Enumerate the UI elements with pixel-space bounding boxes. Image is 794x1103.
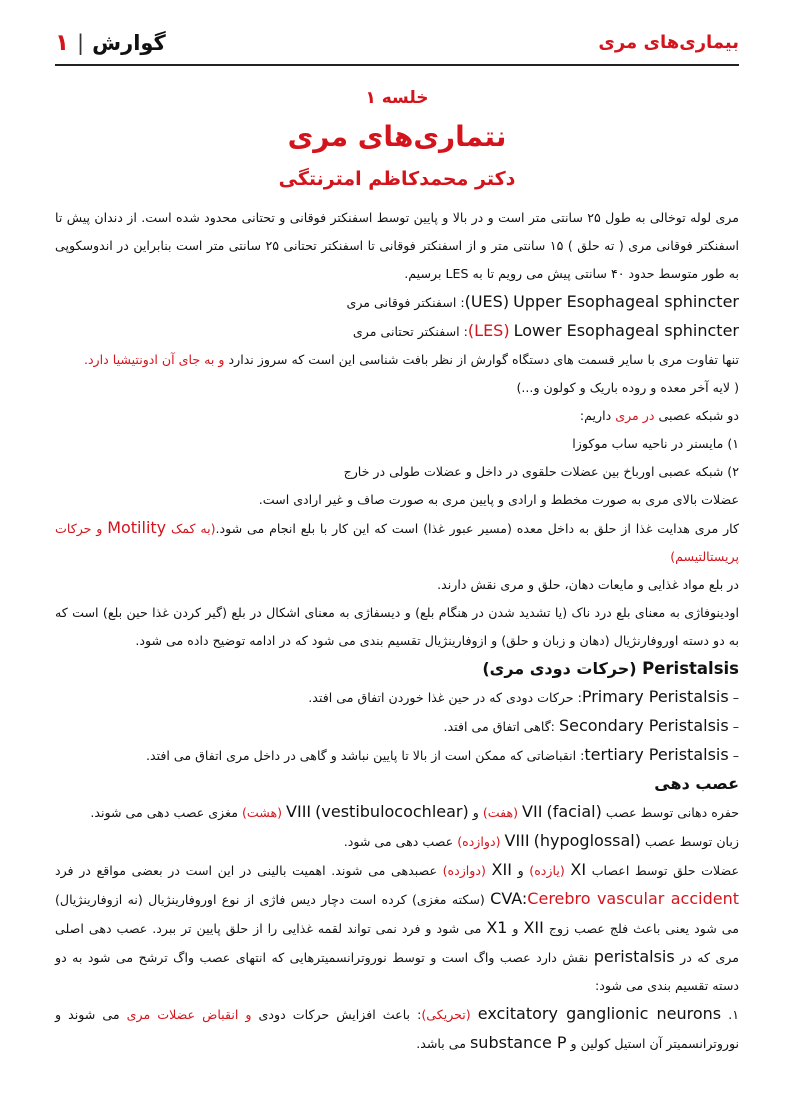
peristalsis-term: peristalsis — [593, 947, 675, 966]
heading-innervation: عصب دهی — [654, 774, 739, 793]
page-title: نتماری‌های مری — [287, 120, 507, 153]
paragraph-function — [55, 514, 739, 571]
les-persian: : اسفنکتر تحتانی مری — [352, 324, 468, 339]
les-english: Lower Esophageal sphincter — [513, 321, 739, 340]
primary-desc: : حرکات دودی که در حین غذا خوردن اتفاق می افتد. — [308, 690, 582, 705]
nerve-x1: X1 — [486, 918, 508, 937]
list-item — [55, 683, 739, 712]
heading-peristalsis-fa: (حرکات دودی مری) — [482, 659, 643, 678]
text: عضلات حلق توسط اعصاب — [586, 863, 739, 878]
secondary-desc: :گاهی اتفاق می افتد. — [443, 719, 559, 734]
text: عصبدهی می شوند. اهمیت بالینی در این است در بعضی مواقع در فرد — [55, 863, 443, 878]
text: و — [468, 805, 483, 820]
cva-persian: (سکته مغزی) — [411, 892, 491, 907]
nerve-davazdah: (دوازده) — [457, 834, 505, 849]
list-item — [55, 1000, 739, 1058]
nerve-haft: (هفت) — [482, 805, 523, 820]
text: مغزی عصب دهی می شوند. — [90, 805, 242, 820]
page-header — [55, 22, 739, 66]
nerve-hasht: (هشت) — [241, 805, 287, 820]
chapter-label — [55, 30, 166, 56]
header-separator: | — [77, 31, 85, 55]
paragraph-serosa — [55, 346, 739, 374]
nerve-xii: XII — [523, 918, 544, 937]
plexus-text-a: دو شبکه عصبی — [658, 408, 739, 423]
les-line — [55, 317, 739, 346]
muscle-contraction-note: و انقباض عضلات مری — [126, 1007, 259, 1022]
nerve-yazdah: (یازده) — [529, 863, 571, 878]
secondary-peristalsis: Secondary Peristalsis — [558, 716, 729, 735]
plexus-highlight: در مری — [615, 408, 659, 423]
title-block — [55, 82, 739, 198]
function-highlight-a: (به کمک — [166, 521, 216, 536]
adventitia-note: و به جای آن ادونتیشیا دارد. — [83, 352, 229, 367]
text: نقش دارد عصب واگ است و توسط نوروترانسمیترهایی که انتهای عصب واگ ترشح می شود به دو دسته تقسیم بندی می شود: — [55, 950, 739, 993]
item-number: ۱. — [721, 1007, 739, 1022]
session-label: خلسه ۱ — [365, 88, 429, 108]
ues-english: Upper Esophageal sphincter — [513, 292, 739, 311]
text: کرده است دچار دیس فاژی از نوع اوروفارینژیال (نه ازوفارینژیال) می شود یعنی باعث فلج عصب زوج — [55, 892, 740, 936]
dash: – — [728, 748, 739, 763]
paragraph-layers: ( لایه آخر معده و روده باریک و کولون و...) — [516, 380, 739, 395]
cva-english: Cerebro vascular accident — [527, 889, 739, 908]
nerve-xi: XI — [570, 860, 587, 879]
substance-p: substance P — [469, 1033, 567, 1052]
ues-line — [55, 288, 739, 317]
paragraph-plexus — [55, 402, 739, 430]
paragraph-muscles: عضلات بالای مری به صورت مخطط و ارادی و پایین مری به صورت صاف و غیر ارادی است. — [258, 492, 739, 507]
nerve-davazdah: (دوازده) — [442, 863, 492, 878]
function-text: کار مری هدایت غذا از حلق به داخل معده (مسیر عبور غذا) است که این کار با بلع انجام می شود. — [215, 521, 739, 536]
text: : باعث افزایش حرکات دودی — [258, 1007, 422, 1022]
text: می شوند و نوروترانسمیتر آن استیل کولین و — [55, 1007, 739, 1051]
paragraph-tongue-nerves — [55, 827, 739, 856]
ues-abbr: (UES) — [464, 292, 510, 311]
nerve-viii: VIII — [504, 831, 530, 850]
tertiary-desc: : انقباضاتی که ممکن است از بالا تا پایین نباشد و گاهی در داخل مری اتفاق می افتد. — [145, 748, 585, 763]
text: زبان توسط عصب — [640, 834, 739, 849]
heading-peristalsis-en: Peristalsis — [642, 659, 739, 678]
list-item — [55, 712, 739, 741]
dash: – — [728, 719, 739, 734]
excitatory-label: (تحریکی) — [421, 1007, 478, 1022]
les-abbr: (LES) — [467, 321, 510, 340]
function-highlight-c: و حرکات پریستالتیسم) — [55, 521, 739, 564]
chapter-name: گوارش — [92, 31, 166, 55]
nerve-facial: (facial) — [546, 802, 602, 821]
list-item: ۱) مایسنر در ناحیه ساب موکوزا — [572, 436, 739, 451]
nerve-hypoglossal: (hypoglossal) — [533, 831, 641, 850]
nerve-vii: VII — [522, 802, 543, 821]
dash: – — [728, 690, 739, 705]
text: می شود و فرد نمی تواند لقمه غذایی را از حلق پایین تر ببرد. عصب دهی اصلی مری که در — [55, 921, 740, 965]
cva-abbr: CVA: — [490, 889, 528, 908]
list-item: ۲) شبکه عصبی اورباخ بین عضلات حلقوی در داخل و عضلات طولی در خارج — [343, 464, 739, 479]
ues-persian: : اسفنکتر فوقانی مری — [346, 295, 465, 310]
paragraph-swallow: در بلع مواد غذایی و مایعات دهان، حلق و مری نقش دارند. — [437, 577, 739, 592]
motility-term: Motility — [107, 518, 167, 537]
text: حفره دهانی توسط عصب — [601, 805, 739, 820]
author-name: دکتر محمدکاظم امترنتگی — [278, 168, 516, 190]
nerve-vestibulocochlear: (vestibulocochlear) — [315, 802, 469, 821]
text: و — [511, 863, 530, 878]
section-title: بیماری‌های مری — [598, 32, 739, 53]
nerve-xii: XII — [491, 860, 512, 879]
primary-peristalsis: Primary Peristalsis — [581, 687, 729, 706]
text: عصب دهی می شود. — [343, 834, 458, 849]
tertiary-peristalsis: tertiary Peristalsis — [584, 745, 729, 764]
chapter-number: ۱ — [55, 30, 70, 56]
heading-peristalsis — [55, 655, 739, 683]
text: می باشد. — [416, 1036, 470, 1051]
paragraph-oral-nerves — [55, 798, 739, 827]
excitatory-neurons: excitatory ganglionic neurons — [477, 1004, 722, 1023]
text: و — [507, 921, 524, 936]
paragraph-intro: مری لوله توخالی به طول ۲۵ سانتی متر است و در بالا و پایین توسط اسفنکتر فوقانی و تحتانی محدود شده است. از دندان پیش تا اسفنکتر فوقانی مری ( ته حلق ) ۱۵ سانتی متر و از اسفنکتر فوقانی تا اسفنکتر تحتانی ۲۵ سانتی متر است بنابراین در اندوسکوپی به طور متوسط حدود ۴۰ سانتی پیش می رویم تا به LES برسیم. — [55, 210, 739, 281]
paragraph-pharynx-nerves — [55, 856, 739, 1000]
plexus-text-c: داریم: — [579, 408, 616, 423]
nerve-viii: VIII — [286, 802, 312, 821]
list-item — [55, 741, 739, 770]
paragraph-dysphagia: اودینوفاژی به معنای بلع درد ناک (یا تشدید شدن در هنگام بلع) و دیسفاژی به معنای اشکال در بلع (گیر کردن غذا حین بلع) است که به دو دسته اوروفارنژیال (دهان و زبان و حلق) و ازوفارینژیال تقسیم بندی می شود که در ادامه توضیح داده می شود. — [55, 605, 739, 648]
main-content — [55, 204, 739, 1058]
serosa-text: تنها تفاوت مری با سایر قسمت های دستگاه گوارش از نظر بافت شناسی این است که سروز ندارد — [228, 352, 739, 367]
